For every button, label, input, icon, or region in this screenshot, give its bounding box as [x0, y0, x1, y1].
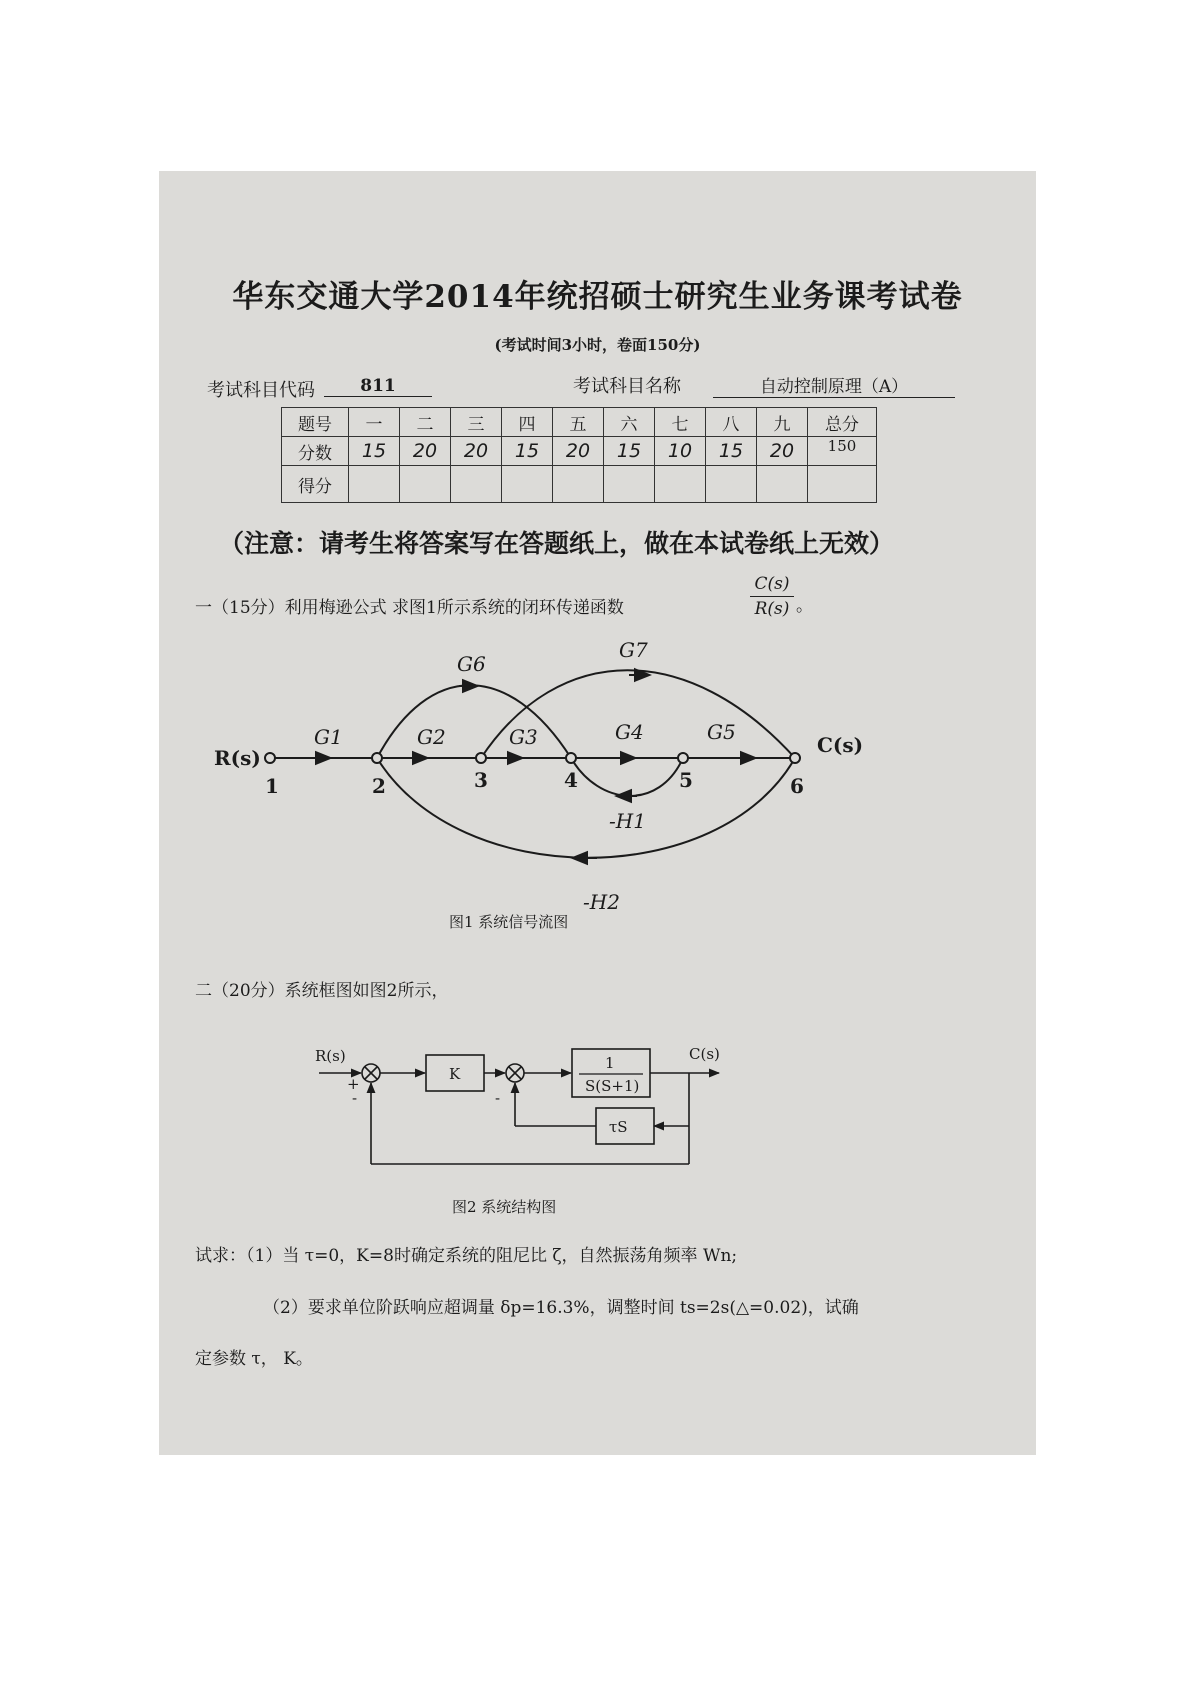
score-table-header-row [282, 408, 877, 437]
node-1 [265, 753, 275, 763]
branch-label-g5: G5 [707, 720, 736, 744]
header-cell-total: 总分 [808, 408, 877, 437]
points-cell: 15 [604, 437, 655, 466]
points-cell: 10 [655, 437, 706, 466]
earned-cell [808, 466, 877, 503]
gain-label: K [449, 1065, 461, 1083]
node-6 [790, 753, 800, 763]
node-3 [476, 753, 486, 763]
header-cell: 七 [655, 408, 706, 437]
branch-h1-arc [571, 758, 683, 796]
question-1-text: 一（15分）利用梅逊公式 求图1所示系统的闭环传递函数 [195, 598, 624, 618]
node-label-2: 2 [372, 774, 386, 798]
earned-cell [400, 466, 451, 503]
fraction-numerator: C(s) [750, 574, 794, 597]
score-table-earned-row [282, 466, 877, 503]
header-cell: 四 [502, 408, 553, 437]
points-cell: 20 [451, 437, 502, 466]
question-1-tail: 。 [796, 596, 813, 616]
question-2-ask-2: （2）要求单位阶跃响应超调量 δp=16.3%，调整时间 ts=2s(△=0.02)，试确 [263, 1298, 859, 1318]
points-cell: 15 [706, 437, 757, 466]
exam-subtitle: (考试时间3小时，卷面150分) [494, 336, 701, 354]
node-4 [566, 753, 576, 763]
node-label-5: 5 [679, 768, 693, 792]
plant-denominator: S(S+1) [585, 1077, 640, 1095]
earned-cell [553, 466, 604, 503]
block-diagram [309, 1031, 769, 1181]
node-label-6: 6 [790, 774, 804, 798]
branch-label-h1: -H1 [609, 809, 646, 833]
branch-label-h2: -H2 [583, 890, 620, 914]
points-cell: 20 [400, 437, 451, 466]
fraction-denominator: R(s) [754, 599, 790, 619]
node-5 [678, 753, 688, 763]
node-2 [372, 753, 382, 763]
plant-numerator: 1 [605, 1054, 615, 1072]
question-2-ask-1: 试求：（1）当 τ=0，K=8时确定系统的阻尼比 ζ，自然振荡角频率 Wn; [195, 1246, 738, 1266]
points-label-cell: 分数 [282, 437, 349, 466]
figure-1-caption: 图1 系统信号流图 [449, 913, 569, 931]
notice-text: （注意：请考生将答案写在答题纸上，做在本试卷纸上无效） [219, 529, 895, 558]
earned-cell [502, 466, 553, 503]
question-2-ask-3: 定参数 τ， K。 [195, 1349, 313, 1369]
sum-1-plus: + [347, 1075, 360, 1093]
node-label-3: 3 [474, 768, 488, 792]
header-cell: 八 [706, 408, 757, 437]
signal-flow-graph [159, 638, 1036, 981]
exam-title: 华东交通大学2014年统招硕士研究生业务课考试卷 [232, 279, 963, 315]
points-cell-total: 150 [808, 437, 877, 466]
header-cell: 六 [604, 408, 655, 437]
transfer-function-fraction [750, 574, 794, 619]
sum-2-minus: - [495, 1089, 501, 1107]
bd-input-label: R(s) [315, 1047, 346, 1065]
subject-code: 811 [324, 376, 432, 397]
header-cell: 一 [349, 408, 400, 437]
branch-label-g6: G6 [457, 652, 486, 676]
branch-h2-arc [377, 758, 795, 858]
sfg-input-label: R(s) [214, 746, 261, 770]
feedback-label: τS [609, 1118, 628, 1136]
subject-name-label: 考试科目名称 [573, 376, 681, 397]
score-table-points-row [282, 437, 877, 466]
score-table [281, 407, 877, 503]
subject-code-label: 考试科目代码 [207, 380, 315, 401]
points-cell: 15 [502, 437, 553, 466]
branch-label-g1: G1 [314, 725, 343, 749]
sum-1-minus: - [352, 1089, 358, 1107]
earned-cell [349, 466, 400, 503]
header-cell: 二 [400, 408, 451, 437]
subject-name: 自动控制原理（A） [713, 372, 955, 398]
earned-cell [604, 466, 655, 503]
points-cell: 15 [349, 437, 400, 466]
branch-label-g2: G2 [417, 725, 446, 749]
header-cell: 九 [757, 408, 808, 437]
exam-paper [159, 171, 1036, 1455]
earned-cell [706, 466, 757, 503]
bd-output-label: C(s) [689, 1045, 720, 1063]
node-label-1: 1 [265, 774, 279, 798]
header-label-cell: 题号 [282, 408, 349, 437]
branch-label-g4: G4 [615, 720, 644, 744]
branch-label-g7: G7 [619, 638, 648, 662]
earned-label-cell: 得分 [282, 466, 349, 503]
earned-cell [757, 466, 808, 503]
question-2-text: 二（20分）系统框图如图2所示， [195, 981, 449, 1001]
earned-cell [451, 466, 502, 503]
figure-2-caption: 图2 系统结构图 [452, 1198, 557, 1216]
header-cell: 五 [553, 408, 604, 437]
points-cell: 20 [553, 437, 604, 466]
sfg-output-label: C(s) [817, 733, 864, 757]
points-cell: 20 [757, 437, 808, 466]
node-label-4: 4 [564, 768, 578, 792]
branch-label-g3: G3 [509, 725, 538, 749]
earned-cell [655, 466, 706, 503]
header-cell: 三 [451, 408, 502, 437]
